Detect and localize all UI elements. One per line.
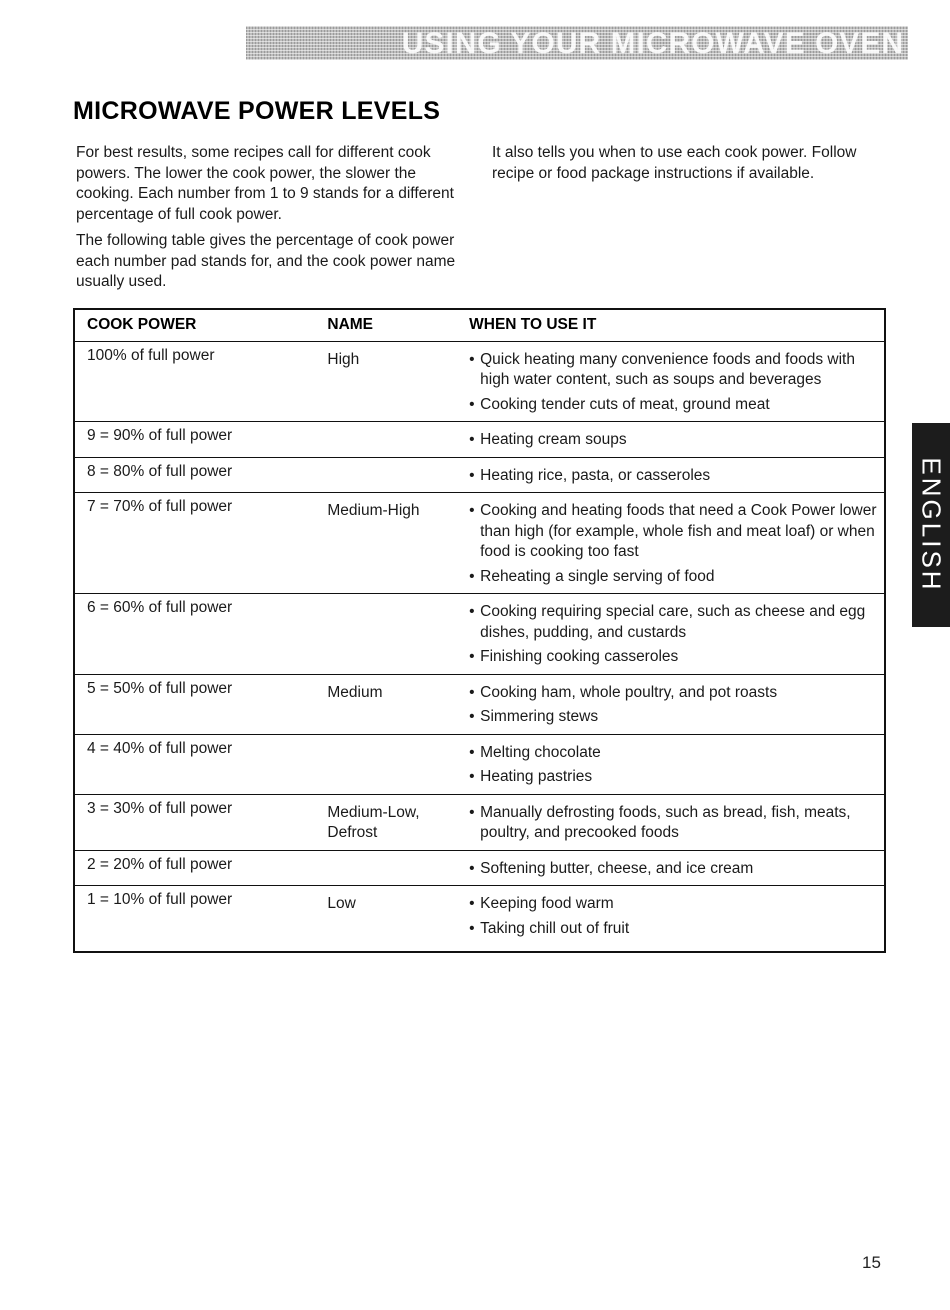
usage-list-item: • Cooking tender cuts of meat, ground meat [469,395,884,416]
intro-paragraph: The following table gives the percentage of cook power each number pad stands for, and the cook power name usually used. [76,232,456,290]
when-to-use-cell [457,341,885,422]
usage-list-item: • Cooking ham, whole poultry, and pot roasts [469,683,884,704]
power-name-cell [315,422,457,458]
page-title: MICROWAVE POWER LEVELS [73,97,441,125]
usage-list-item: • Keeping food warm [469,894,884,915]
page-number: 15 [862,1253,881,1272]
usage-list [469,602,884,668]
table-body [74,341,885,952]
power-name-cell: Medium-High [315,493,457,594]
power-name-cell [315,457,457,493]
intro-right-column [492,143,892,190]
column-header-cook-power: COOK POWER [74,309,315,341]
cook-power-cell: 100% of full power [74,341,315,422]
usage-list-item: • Manually defrosting foods, such as bread, fish, meats, poultry, and precooked foods [469,803,884,844]
usage-list [469,743,884,788]
power-name-cell: Medium-Low, Defrost [315,794,457,850]
cook-power-cell: 4 = 40% of full power [74,734,315,794]
usage-list-item: • Heating rice, pasta, or casseroles [469,466,884,487]
power-levels-table [73,308,886,953]
when-to-use-cell [457,850,885,886]
usage-list-item: • Heating cream soups [469,430,884,451]
usage-list-item: • Heating pastries [469,767,884,788]
table-row [74,850,885,886]
column-header-name: NAME [315,309,457,341]
power-name-cell [315,594,457,675]
table-header-row [74,309,885,341]
cook-power-cell: 8 = 80% of full power [74,457,315,493]
power-name-cell: Medium [315,674,457,734]
column-header-when: WHEN TO USE IT [457,309,885,341]
usage-list-item: • Reheating a single serving of food [469,567,884,588]
when-to-use-cell [457,457,885,493]
usage-list [469,430,884,451]
power-name-cell: Low [327,895,356,912]
intro-paragraph: It also tells you when to use each cook power. Follow recipe or food package instructions if available. [492,144,857,182]
language-tab-label: ENGLISH [916,457,947,593]
when-to-use-cell [457,674,885,734]
cook-power-cell: 6 = 60% of full power [74,594,315,675]
power-name-cell [315,734,457,794]
usage-list-item: • Cooking and heating foods that need a Cook Power lower than high (for example, whole fish and meat loaf) or when food is cooking too fast [469,501,884,563]
when-to-use-cell [457,794,885,850]
section-banner [246,26,908,60]
cook-power-cell: 7 = 70% of full power [74,493,315,594]
usage-list [469,894,884,939]
usage-list [469,501,884,587]
usage-list [469,683,884,728]
when-to-use-cell [457,493,885,594]
table-row [74,674,885,734]
when-to-use-cell [457,734,885,794]
power-name-cell: High [315,341,457,422]
table-row [74,886,885,953]
table-row [74,594,885,675]
usage-list [469,466,884,487]
table-row [74,794,885,850]
cook-power-cell: 1 = 10% of full power [87,891,233,908]
usage-list [469,803,884,844]
usage-list [469,859,884,880]
table-row [74,422,885,458]
usage-list-item: • Melting chocolate [469,743,884,764]
usage-list-item: • Finishing cooking casseroles [469,647,884,668]
cook-power-cell: 3 = 30% of full power [74,794,315,850]
usage-list-item: • Quick heating many convenience foods and foods with high water content, such as soups and beverages [469,350,884,391]
cook-power-cell: 9 = 90% of full power [74,422,315,458]
section-banner-text: USING YOUR MICROWAVE OVEN [401,27,904,60]
usage-list-item: • Taking chill out of fruit [469,919,884,940]
cook-power-cell: 5 = 50% of full power [74,674,315,734]
cook-power-cell: 2 = 20% of full power [74,850,315,886]
table-row [74,734,885,794]
usage-list-item: • Simmering stews [469,707,884,728]
intro-paragraph: For best results, some recipes call for different cook powers. The lower the cook power, the slower the cooking. Each number from 1 to 9 stands for a different percentage of full cook power. [76,144,454,223]
usage-list [469,350,884,416]
table-row [74,493,885,594]
usage-list-item: • Cooking requiring special care, such as cheese and egg dishes, pudding, and custards [469,602,884,643]
when-to-use-cell [457,422,885,458]
table-row [74,341,885,422]
intro-left-column [76,143,476,299]
usage-list-item: • Softening butter, cheese, and ice cream [469,859,884,880]
power-name-cell [315,850,457,886]
language-tab [912,423,950,627]
when-to-use-cell [457,886,885,953]
table-row [74,457,885,493]
when-to-use-cell [457,594,885,675]
